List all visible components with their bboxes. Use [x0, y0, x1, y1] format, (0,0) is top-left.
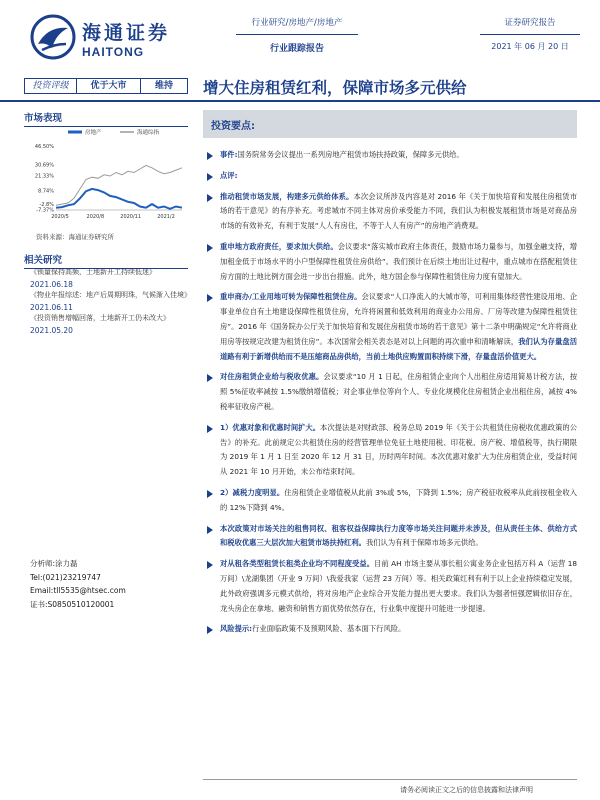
- bullet-icon: [207, 374, 213, 382]
- paragraph-lead: 点评:: [220, 170, 238, 180]
- footer-divider: [203, 779, 577, 780]
- paragraph-text: 住房租赁企业增值税从此前 3%或 5%，下降到 1.5%；房产税征收税率从此前按租金收入的 12%下降到 4%。: [220, 487, 578, 512]
- market-performance-chart: [24, 126, 188, 226]
- related-item[interactable]: [30, 313, 188, 336]
- related-item-date: 2021.05.20: [30, 325, 73, 335]
- related-item-date: 2021.06.18: [30, 279, 73, 289]
- haitong-logo-icon: [30, 14, 76, 60]
- paragraph: [205, 421, 577, 480]
- y-tick-label: -2.8%: [39, 201, 54, 208]
- paragraph-text: 我们认为有利于保障市场多元供给。: [365, 538, 483, 548]
- legend-label: 房地产: [85, 130, 102, 136]
- paragraph-text: 会议要求“落实城市政府主体责任，鼓励市场力量参与，加强金融支持，增加租金低于市场水平的小户型保障性租赁住房供给”。我们预计在后续土地出让过程中，重点城市在搭配租赁住房方面的土地比例方面会进一步出台措施。此外，地方国企参与保障性租赁住房力度有望加大。: [220, 241, 578, 281]
- series-line-real-estate: [56, 189, 182, 209]
- bullet-icon: [207, 626, 213, 634]
- related-item[interactable]: [30, 290, 191, 313]
- key-points-body: [205, 148, 577, 643]
- key-points-header: [203, 110, 577, 138]
- related-item-title[interactable]: 《锁量保持高频，土地新开工持续低迷》: [30, 268, 156, 276]
- x-tick-label: 2020/8: [86, 214, 105, 220]
- related-item-title[interactable]: 《物业年报综述：地产后周期明珠，气候渐入佳境》: [30, 291, 191, 299]
- analyst-name: 分析师:涂力磊: [30, 559, 78, 568]
- bullet-icon: [207, 561, 213, 569]
- paragraph: [205, 148, 577, 163]
- report-category-block: [236, 16, 358, 54]
- analyst-email[interactable]: Email:tll5535@htsec.com: [30, 586, 126, 596]
- logo-chinese-name: 海通证券: [82, 22, 171, 44]
- report-kind: 证券研究报告: [480, 16, 580, 35]
- paragraph: [205, 290, 577, 364]
- haitong-logo: [30, 12, 171, 64]
- x-tick-label: 2021/2: [157, 214, 175, 220]
- paragraph-emphasis: 我们认为存量盘活道路有利于新增供给而不是压缩商品房供给，当前土地供应购置面积持续下滑，存量盘活价值更大。: [220, 336, 578, 361]
- related-item-date: 2021.06.11: [30, 302, 73, 312]
- paragraph-text: 会议要求“10 月 1 日起，住房租赁企业向个人出租住房适用简易计税方法，按照 5%征收率减按 1.5%缴纳增值税；对企事业单位等向个人、专业化规模化住房租赁企业出租住房，减按 4%税率征收房产税。: [220, 372, 577, 411]
- logo-english-name: HAITONG: [82, 45, 145, 59]
- paragraph-lead: 风险提示:: [220, 624, 253, 634]
- chart-svg: [24, 126, 188, 226]
- analyst-info: [30, 557, 126, 611]
- paragraph-text: 目前 AH 市场主要从事长租公寓业务企业包括万科 A（运营 18 万间）\龙湖集团（开业 9 万间）\我爱我家（运营 23 万间）等。相关政策红利有利于以上企业持续稳定发展，此外政府强调多元模式供给，将对房地产企业综合开发能力提出更大要求。我们认为强者恒强逻辑依旧存在，龙头房企在拿地、融资和销售方面优势依然存在，行业集中度提升可能进一步提速。: [220, 559, 577, 613]
- bullet-icon: [207, 173, 213, 181]
- x-tick-label: 2020/11: [120, 214, 142, 220]
- y-tick-label: 8.74%: [38, 188, 54, 195]
- paragraph-lead: 重申商办/工业用地可转为保障性租赁住房。: [220, 292, 362, 302]
- paragraph-text: 行业面临政策不及预期风险、基本面下行风险。: [252, 624, 406, 634]
- paragraph: [205, 486, 577, 516]
- investment-rating: [24, 78, 188, 94]
- market-performance-heading: 市场表现: [24, 110, 188, 127]
- paragraph-lead: 2）减税力度明显。: [220, 487, 285, 497]
- paragraph: [205, 190, 577, 234]
- paragraph: [205, 370, 577, 414]
- bullet-icon: [207, 490, 213, 498]
- paragraph-text: 国务院常务会议提出一系列房地产租赁市场扶持政策，保障多元供给。: [237, 150, 464, 159]
- footer-disclaimer[interactable]: 请务必阅读正文之后的信息披露和法律声明: [400, 786, 533, 794]
- report-date: 2021 年 06 月 20 日: [491, 42, 569, 51]
- bullet-icon: [207, 425, 213, 433]
- paragraph-lead: 对从租各类型租赁长租类企业均不同程度受益。: [220, 559, 375, 569]
- paragraph-lead: 重申地方政府责任，要求加大供给。: [220, 241, 338, 251]
- key-points-title: 投资要点:: [211, 121, 255, 132]
- paragraph-lead: 1）优惠对象和优惠时间扩大。: [220, 422, 321, 432]
- y-tick-label: 21.33%: [34, 173, 54, 180]
- report-category: 行业研究/房地产/房地产: [236, 16, 358, 35]
- y-tick-label: 46.50%: [34, 144, 54, 151]
- paragraph: [205, 522, 577, 552]
- title-divider: [0, 100, 600, 102]
- bullet-icon: [207, 526, 213, 534]
- report-type: 行业跟踪报告: [269, 44, 324, 54]
- paragraph: [205, 557, 577, 616]
- related-research-list: [30, 267, 191, 336]
- bullet-icon: [207, 244, 213, 252]
- paragraph-lead: 推动租赁市场发展，构建多元供给体系。: [220, 191, 354, 201]
- paragraph: [205, 240, 577, 284]
- rating-label: 投资评级: [25, 79, 77, 93]
- report-meta-block: [480, 16, 580, 52]
- bullet-icon: [207, 152, 213, 160]
- y-tick-label: 30.69%: [34, 162, 54, 169]
- legend-label: 海通综指: [137, 130, 160, 136]
- paragraph-text: 本次提法是对财政部、税务总局 2019 年《关于公共租赁住房税收优惠政策的公告》的补充。此前规定公共租赁住房的经营管理单位免征土地使用税、印花税、房产税、增值税等，执行期限为 2019 年 1 月 1 日至 2020 年 12 月 31 日，历时两年时间。本次优惠对象扩大为住房租赁企业，受益时间从 2021 年 10 月开始，未公布结束时间。: [220, 422, 577, 477]
- related-research-heading: 相关研究: [24, 252, 188, 269]
- analyst-tel: Tel:(021)23219747: [30, 572, 101, 582]
- paragraph: [205, 169, 577, 184]
- paragraph-text: 本次会议所涉及内容是对 2016 年《关于加快培育和发展住房租赁市场的若干意见》的有序补充。考虑城市不同主体对房价承受能力不同，我们认为积极发展租赁市场是对商品房市场的有效补充，有利于发展“人人有房住，不等于人人有房产”的房地产消费观。: [220, 191, 577, 231]
- chart-source: 资料来源：海通证券研究所: [36, 233, 114, 241]
- bullet-icon: [207, 294, 213, 302]
- rating-change: 维持: [154, 81, 173, 91]
- bullet-icon: [207, 194, 213, 202]
- market-performance-section: [24, 110, 188, 127]
- related-item[interactable]: [30, 267, 188, 290]
- paragraph-lead: 事件:: [220, 150, 238, 159]
- paragraph-text: 会议要求“人口净流入的大城市等，可利用集体经营性建设用地、企事业单位自有土地建设保障性租赁住房，允许将闲置和低效利用的商业办公用房、厂房等改建为保障性租赁住房”。2016 年《国务院办公厅关于加快培育和发展住房租赁市场的若干意见》第十二条中明确规定“允许将商业用房等按规定改建为租赁住房”。本次国常会相关表态是对以上问题的再次重申和清晰解读，: [220, 292, 578, 346]
- report-title: 增大住房租赁红利，保障市场多元供给: [203, 79, 467, 97]
- analyst-cert: 证书:S0850510120001: [30, 599, 115, 609]
- paragraph-lead: 本次政策对市场关注的租售同权、租客权益保障执行力度等市场关注问题并未涉及，但从责任主体、供给方式和税收优惠三大层次加大租赁市场扶持红利。: [220, 523, 577, 548]
- x-tick-label: 2020/5: [51, 214, 69, 220]
- paragraph: [205, 622, 577, 637]
- y-tick-label: -7.37%: [36, 207, 54, 214]
- rating-value: 优于大市: [77, 79, 141, 93]
- related-item-title[interactable]: 《投资销售增幅回落，土地新开工仍未改大》: [30, 314, 170, 322]
- paragraph-lead: 对住房租赁企业给与税收优惠。: [220, 372, 324, 382]
